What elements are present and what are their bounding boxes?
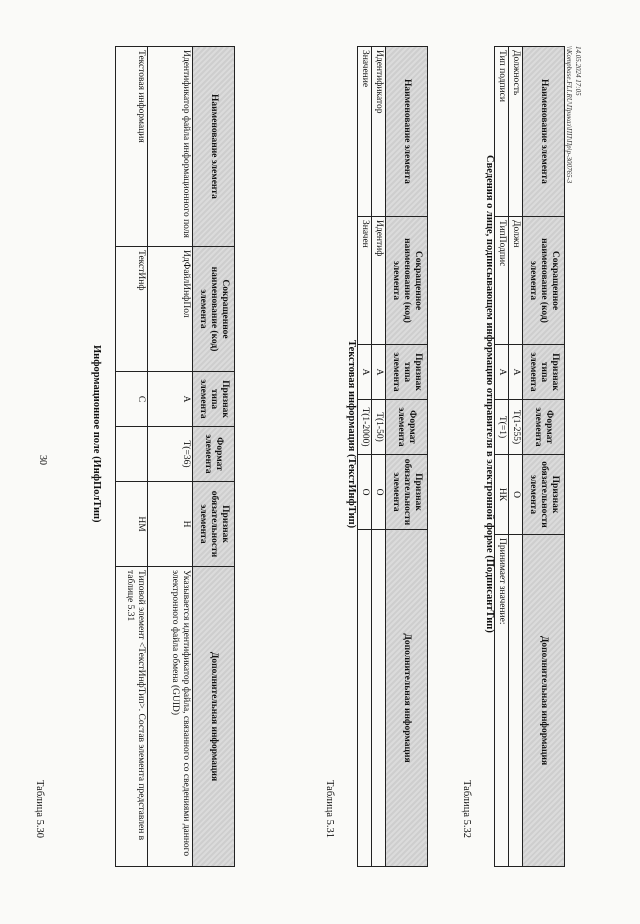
table-5-32 <box>494 46 565 867</box>
table-5-32-label: Таблица 5.32 <box>461 780 472 839</box>
cell-code: ТекстИнф <box>116 247 148 372</box>
cell-name: Должность <box>509 47 523 217</box>
cell-format: T(1-50) <box>372 400 386 455</box>
cell-code: Значен <box>358 217 372 345</box>
cell-name: Значение <box>358 47 372 217</box>
table-row <box>358 47 372 867</box>
header-code: Сокращенное наименование (код) элемента <box>386 217 428 345</box>
table-row <box>372 47 386 867</box>
cell-info: Типовой элемент <ТекстИнфТип>. Состав элемента представлен в таблице 5.31 <box>116 567 148 867</box>
page-number: 30 <box>37 455 48 465</box>
header-code: Сокращенное наименование (код) элемента <box>523 217 565 345</box>
cell-name: Тип подписи <box>495 47 509 217</box>
header-info: Дополнительная информация <box>193 567 235 867</box>
header-code: Сокращенное наименование (код) элемента <box>193 247 235 372</box>
table-5-30 <box>115 46 235 867</box>
cell-required: НК <box>495 455 509 535</box>
cell-code: Должн <box>509 217 523 345</box>
cell-format: T(1-2000) <box>358 400 372 455</box>
table-5-31-label: Таблица 5.31 <box>324 780 335 839</box>
cell-type: А <box>509 345 523 400</box>
cell-type: А <box>495 345 509 400</box>
cell-format: T(1-255) <box>509 400 523 455</box>
cell-required: О <box>509 455 523 535</box>
cell-code: ИдФайлИнфПол <box>148 247 193 372</box>
cell-required: Н <box>148 482 193 567</box>
cell-name: Идентификатор <box>372 47 386 217</box>
cell-format: T(=1) <box>495 400 509 455</box>
footer-stamp <box>564 46 582 183</box>
cell-code: ТипПодпис <box>495 217 509 345</box>
header-name: Наименование элемента <box>386 47 428 217</box>
cell-format <box>116 427 148 482</box>
cell-type: А <box>358 345 372 400</box>
cell-type: С <box>116 372 148 427</box>
header-format: Формат элемента <box>386 400 428 455</box>
header-required: Признак обязательности элемента <box>193 482 235 567</box>
footer-line-1: 14.05.2024 17:05 <box>574 46 582 96</box>
header-name: Наименование элемента <box>523 47 565 217</box>
table-row <box>148 47 193 867</box>
cell-name: Идентификатор файла информационного поля <box>148 47 193 247</box>
header-type: Признак типа элемента <box>193 372 235 427</box>
header-type: Признак типа элемента <box>386 345 428 400</box>
header-info: Дополнительная информация <box>386 530 428 867</box>
cell-info: Указывается идентификатор файла, связанного со сведениями данного электронного файла обмена (GUID) <box>148 567 193 867</box>
cell-required: НМ <box>116 482 148 567</box>
cell-format: T(=36) <box>148 427 193 482</box>
table-row <box>509 47 523 867</box>
cell-name: Текстовая информация <box>116 47 148 247</box>
cell-type: А <box>372 345 386 400</box>
header-name: Наименование элемента <box>193 47 235 247</box>
header-format: Формат элемента <box>193 427 235 482</box>
table-row <box>116 47 148 867</box>
cell-info <box>509 535 523 867</box>
table-5-30-label: Таблица 5.30 <box>34 780 45 839</box>
table-5-31-caption: Текстовая информация (ТекстИнфТип) <box>346 340 357 529</box>
header-info: Дополнительная информация <box>523 535 565 867</box>
header-format: Формат элемента <box>523 400 565 455</box>
header-required: Признак обязательности элемента <box>386 455 428 530</box>
table-5-31 <box>357 46 428 867</box>
cell-required: О <box>372 455 386 530</box>
table-5-32-caption: Сведения о лице, подписывающем информацию отправителя в электронной форме (ПодписантТип) <box>484 155 495 633</box>
header-required: Признак обязательности элемента <box>523 455 565 535</box>
cell-info <box>372 530 386 867</box>
cell-info: Принимает значение: <box>495 535 509 867</box>
footer-line-2: \\Kompbase.FLI.RU\Приказ\ПП\Пр\р-300765-3 <box>565 46 573 184</box>
cell-required: О <box>358 455 372 530</box>
cell-info <box>358 530 372 867</box>
cell-type: А <box>148 372 193 427</box>
header-type: Признак типа элемента <box>523 345 565 400</box>
table-5-30-caption: Информационное поле (ИнфПолТип) <box>91 345 102 523</box>
table-row <box>495 47 509 867</box>
cell-code: Идентиф <box>372 217 386 345</box>
